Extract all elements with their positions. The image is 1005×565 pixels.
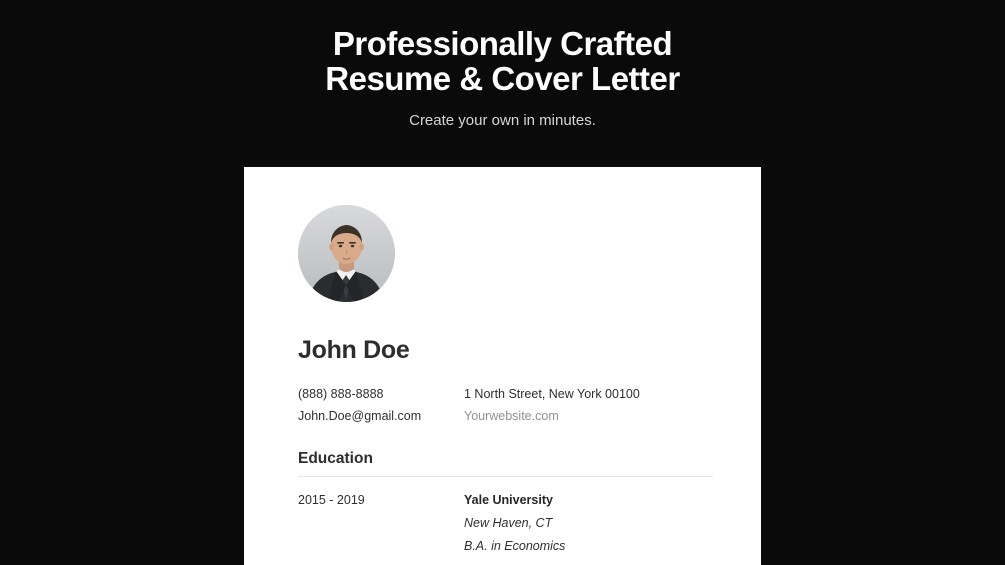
contact-email: John.Doe@gmail.com <box>298 409 422 423</box>
education-entry <box>298 493 713 553</box>
page-title <box>0 26 1005 96</box>
resume-content <box>244 167 761 553</box>
education-details <box>464 493 713 553</box>
contact-info <box>298 387 713 423</box>
avatar <box>298 205 395 302</box>
section-divider <box>298 476 713 477</box>
page-title-line-1: Professionally Crafted <box>332 25 673 62</box>
portrait-photo-icon <box>298 205 395 302</box>
page-title-line-2: Resume & Cover Letter <box>325 60 680 97</box>
education-school: Yale University <box>464 493 553 507</box>
resume-name: John Doe <box>298 336 410 364</box>
resume-preview-card[interactable] <box>244 167 761 565</box>
education-location: New Haven, CT <box>464 516 553 530</box>
education-degree: B.A. in Economics <box>464 539 566 553</box>
section-title-education: Education <box>298 450 373 467</box>
contact-phone: (888) 888-8888 <box>298 387 384 401</box>
contact-website[interactable]: Yourwebsite.com <box>464 409 559 423</box>
education-dates: 2015 - 2019 <box>298 493 365 507</box>
page-subtitle: Create your own in minutes. <box>409 112 596 129</box>
hero-section <box>0 0 1005 129</box>
contact-address: 1 North Street, New York 00100 <box>464 387 640 401</box>
